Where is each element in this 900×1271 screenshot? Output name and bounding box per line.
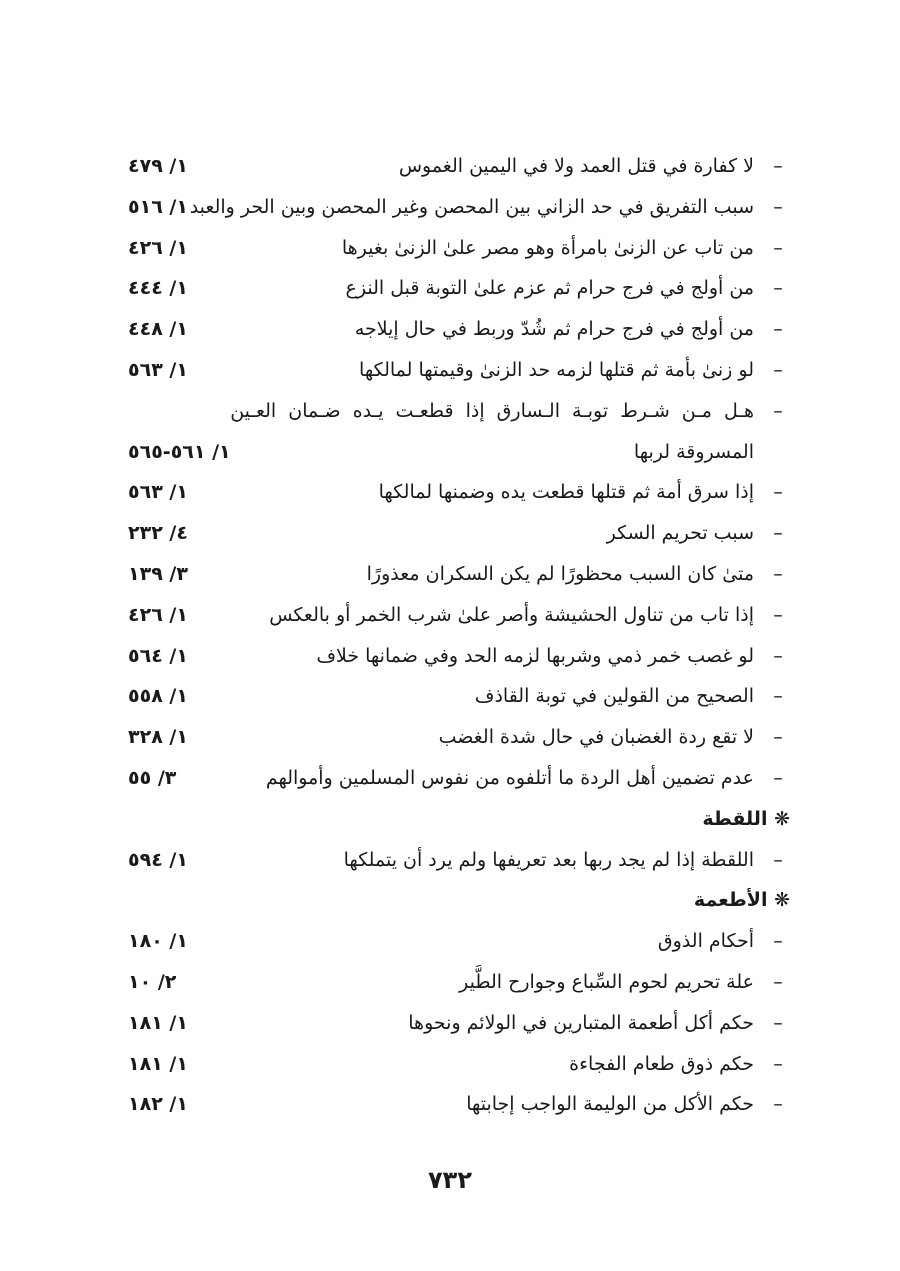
index-entry bbox=[118, 921, 790, 962]
index-entry bbox=[118, 309, 790, 350]
entry-reference: ١/ ١٨١ bbox=[128, 1052, 188, 1075]
entry-reference: ١/ ٤٤٨ bbox=[128, 318, 188, 341]
index-entry bbox=[118, 1084, 790, 1125]
entry-reference: ١/ ٥٥٨ bbox=[128, 685, 188, 708]
index-entry bbox=[118, 840, 790, 881]
entry-reference: ٣/ ١٣٩ bbox=[128, 562, 188, 585]
entry-text: أحكام الذوق bbox=[657, 930, 754, 953]
entry-dash: – bbox=[773, 277, 783, 300]
entry-dash: – bbox=[773, 603, 783, 626]
entry-dash: – bbox=[773, 1093, 783, 1116]
entry-text: لو زنىٰ بأمة ثم قتلها لزمه حد الزنىٰ وقيمتها لمالكها bbox=[359, 358, 754, 381]
entry-reference: ١/ ٥٦٣ bbox=[128, 481, 188, 504]
index-entry-continuation bbox=[118, 432, 790, 473]
entry-dash: – bbox=[773, 970, 783, 993]
entry-text: من أولج في فرج حرام ثم شُدّ وربط في حال إيلاجه bbox=[354, 318, 754, 341]
entry-text: هـل مـن شـرط توبـة الـسارق إذا قطعـت يـده ضـمان العـين bbox=[230, 399, 754, 422]
index-entry bbox=[118, 513, 790, 554]
entry-dash: – bbox=[773, 1011, 783, 1034]
index-entry bbox=[118, 595, 790, 636]
entry-dash: – bbox=[773, 358, 783, 381]
entry-text: لا كفارة في قتل العمد ولا في اليمين الغموس bbox=[398, 155, 754, 177]
entry-reference: ١/ ٤٤٤ bbox=[128, 277, 188, 300]
entry-text: لو غصب خمر ذمي وشربها لزمه الحد وفي ضمانها خلاف bbox=[316, 644, 754, 667]
entry-dash: – bbox=[773, 522, 783, 545]
entry-reference: ١/ ٥١٦ bbox=[128, 195, 188, 218]
index-entry bbox=[118, 1044, 790, 1085]
entry-dash: – bbox=[773, 195, 783, 218]
entry-reference: ١/ ٤٢٦ bbox=[128, 236, 188, 259]
entry-text: لا تقع ردة الغضبان في حال شدة الغضب bbox=[438, 726, 754, 749]
entry-reference: ١/ ٥٩٤ bbox=[128, 848, 188, 871]
entry-reference: ١/ ٥٦٤ bbox=[128, 644, 188, 667]
index-entry bbox=[118, 472, 790, 513]
entry-reference: ٢/ ١٠ bbox=[128, 970, 177, 993]
entry-text: عدم تضمين أهل الردة ما أتلفوه من نفوس المسلمين وأموالهم bbox=[265, 766, 754, 789]
entry-dash: – bbox=[773, 644, 783, 667]
index-entry bbox=[118, 758, 790, 799]
entry-reference: ٤/ ٢٣٢ bbox=[128, 522, 188, 545]
entry-text: الصحيح من القولين في توبة القاذف bbox=[474, 685, 754, 708]
page-number: ٧٣٢ bbox=[428, 1166, 472, 1194]
index-entry bbox=[118, 554, 790, 595]
entry-text: اللقطة إذا لم يجد ربها بعد تعريفها ولم يرد أن يتملكها bbox=[343, 848, 754, 871]
entry-reference: ٣/ ٥٥ bbox=[128, 766, 177, 789]
section-heading: ❋ اللقطة bbox=[702, 807, 790, 830]
entry-text: علة تحريم لحوم السِّباع وجوارح الطَّير bbox=[459, 970, 754, 993]
entry-reference: ١/ ٥٦٣ bbox=[128, 358, 188, 381]
entry-dash: – bbox=[773, 766, 783, 789]
index-entries bbox=[118, 146, 790, 1125]
entry-text: إذا تاب من تناول الحشيشة وأصر علىٰ شرب الخمر أو بالعكس bbox=[269, 603, 754, 626]
section-heading: ❋ الأطعمة bbox=[693, 889, 790, 912]
entry-dash: – bbox=[773, 562, 783, 585]
index-entry bbox=[118, 187, 790, 228]
entry-text: حكم أكل أطعمة المتبارين في الولائم ونحوها bbox=[408, 1011, 754, 1034]
section-heading-atima bbox=[118, 880, 790, 921]
entry-text: حكم ذوق طعام الفجاءة bbox=[569, 1052, 754, 1075]
index-entry bbox=[118, 391, 790, 432]
entry-text: سبب تحريم السكر bbox=[606, 522, 754, 545]
entry-dash: – bbox=[773, 318, 783, 341]
entry-reference: ١/ ٣٢٨ bbox=[128, 726, 188, 749]
index-entry bbox=[118, 717, 790, 758]
section-heading-luqata bbox=[118, 799, 790, 840]
entry-text: حكم الأكل من الوليمة الواجب إجابتها bbox=[466, 1093, 754, 1116]
entry-reference: ١/ ١٨٢ bbox=[128, 1093, 188, 1116]
entry-dash: – bbox=[773, 236, 783, 259]
entry-text: المسروقة لربها bbox=[633, 440, 754, 463]
entry-text: من تاب عن الزنىٰ بامرأة وهو مصر علىٰ الزنىٰ بغيرها bbox=[341, 236, 754, 259]
entry-dash: – bbox=[773, 155, 783, 177]
entry-reference: ١/ ١٨٠ bbox=[128, 930, 188, 953]
entry-reference: ١/ ١٨١ bbox=[128, 1011, 188, 1034]
index-entry bbox=[118, 350, 790, 391]
entry-text: من أولج في فرج حرام ثم عزم علىٰ التوبة قبل النزع bbox=[345, 277, 754, 300]
entry-reference: ١/ ٥٦١-٥٦٥ bbox=[128, 440, 231, 463]
entry-reference: ١/ ٤٢٦ bbox=[128, 603, 188, 626]
entry-dash: – bbox=[773, 481, 783, 504]
index-entry bbox=[118, 1003, 790, 1044]
index-entry bbox=[118, 962, 790, 1003]
entry-text: إذا سرق أمة ثم قتلها قطعت يده وضمنها لمالكها bbox=[378, 481, 754, 504]
index-entry bbox=[118, 636, 790, 677]
entry-text: متىٰ كان السبب محظورًا لم يكن السكران معذورًا bbox=[366, 562, 754, 585]
entry-text: سبب التفريق في حد الزاني بين المحصن وغير المحصن وبين الحر والعبد bbox=[189, 195, 754, 218]
entry-reference: ١/ ٤٧٩ bbox=[128, 155, 188, 177]
entry-dash: – bbox=[773, 848, 783, 871]
index-entry bbox=[118, 268, 790, 309]
index-entry bbox=[118, 676, 790, 717]
index-entry bbox=[118, 228, 790, 269]
entry-dash: – bbox=[773, 1052, 783, 1075]
entry-dash: – bbox=[773, 685, 783, 708]
entry-dash: – bbox=[773, 930, 783, 953]
index-entry bbox=[118, 146, 790, 187]
entry-dash: – bbox=[773, 399, 783, 422]
entry-dash: – bbox=[773, 726, 783, 749]
